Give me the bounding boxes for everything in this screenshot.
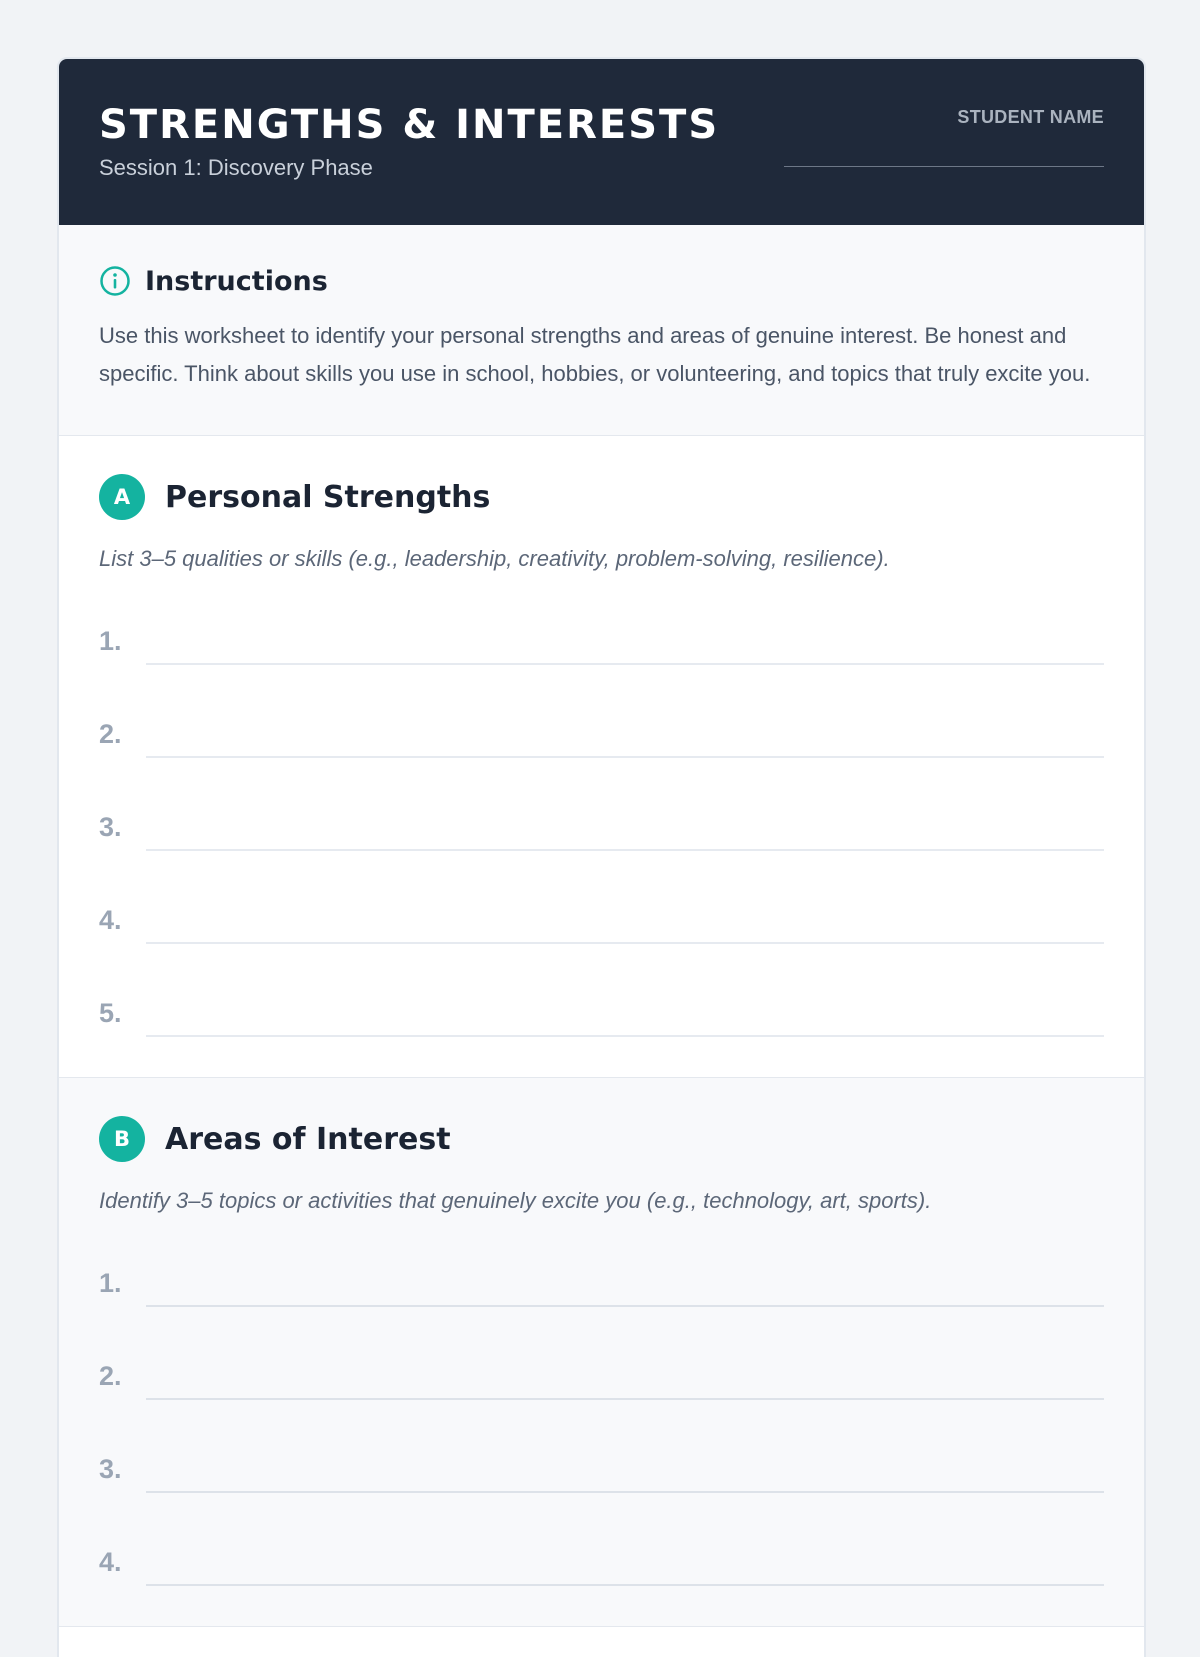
- interest-answer-line-4[interactable]: [146, 1584, 1104, 1586]
- section-description: Identify 3–5 topics or activities that genuinely excite you (e.g., technology, art, sports).: [99, 1188, 932, 1213]
- strength-answer-line-5[interactable]: [146, 1035, 1104, 1037]
- entry-number: 4.: [99, 1547, 122, 1577]
- strength-answer-line-3[interactable]: [146, 849, 1104, 851]
- worksheet-subtitle: Session 1: Discovery Phase: [99, 155, 373, 180]
- strength-entry-2: [99, 665, 1104, 758]
- strength-answer-line-4[interactable]: [146, 942, 1104, 944]
- student-name-block: [784, 107, 1104, 167]
- entry-number: 2.: [99, 719, 122, 749]
- entry-number: 3.: [99, 812, 122, 842]
- interest-entry-2: [99, 1307, 1104, 1400]
- student-name-field[interactable]: [784, 166, 1104, 167]
- entry-number: 3.: [99, 1454, 122, 1484]
- entry-number: 1.: [99, 1268, 122, 1298]
- section-title: Areas of Interest: [165, 1121, 451, 1157]
- section-areas-of-interest: [59, 1078, 1144, 1627]
- strength-answer-line-2[interactable]: [146, 756, 1104, 758]
- instructions-title: Instructions: [145, 265, 328, 297]
- instructions-body: Use this worksheet to identify your personal strengths and areas of genuine interest. Be honest and specific. Think about skills you use in school, hobbies, or volunteering, and topics that truly excite you.: [99, 323, 1091, 386]
- instructions-panel: [59, 225, 1144, 436]
- info-icon: [99, 265, 131, 297]
- entry-number: 4.: [99, 905, 122, 935]
- instructions-heading: [99, 265, 1104, 297]
- student-name-label: STUDENT NAME: [957, 107, 1104, 127]
- worksheet-title: STRENGTHS & INTERESTS: [99, 102, 720, 148]
- section-badge: B: [99, 1116, 145, 1162]
- interest-entry-3: [99, 1400, 1104, 1493]
- section-badge: A: [99, 474, 145, 520]
- entry-number: 2.: [99, 1361, 122, 1391]
- worksheet-header: [59, 59, 1144, 225]
- entry-number: 1.: [99, 626, 122, 656]
- strength-entry-3: [99, 758, 1104, 851]
- section-heading: [99, 474, 1104, 520]
- strength-entry-5: [99, 944, 1104, 1037]
- interest-answer-line-1[interactable]: [146, 1305, 1104, 1307]
- interest-answer-line-3[interactable]: [146, 1491, 1104, 1493]
- entry-number: 5.: [99, 998, 122, 1028]
- section-description: List 3–5 qualities or skills (e.g., leadership, creativity, problem-solving, resilience).: [99, 546, 890, 571]
- strength-entry-4: [99, 851, 1104, 944]
- interest-entry-4: [99, 1493, 1104, 1586]
- strength-answer-line-1[interactable]: [146, 663, 1104, 665]
- worksheet: [57, 57, 1146, 1657]
- interest-answer-line-2[interactable]: [146, 1398, 1104, 1400]
- section-title: Personal Strengths: [165, 479, 491, 515]
- section-heading: [99, 1116, 1104, 1162]
- strength-entry-1: [99, 572, 1104, 665]
- interest-entry-1: [99, 1214, 1104, 1307]
- section-personal-strengths: [59, 436, 1144, 1078]
